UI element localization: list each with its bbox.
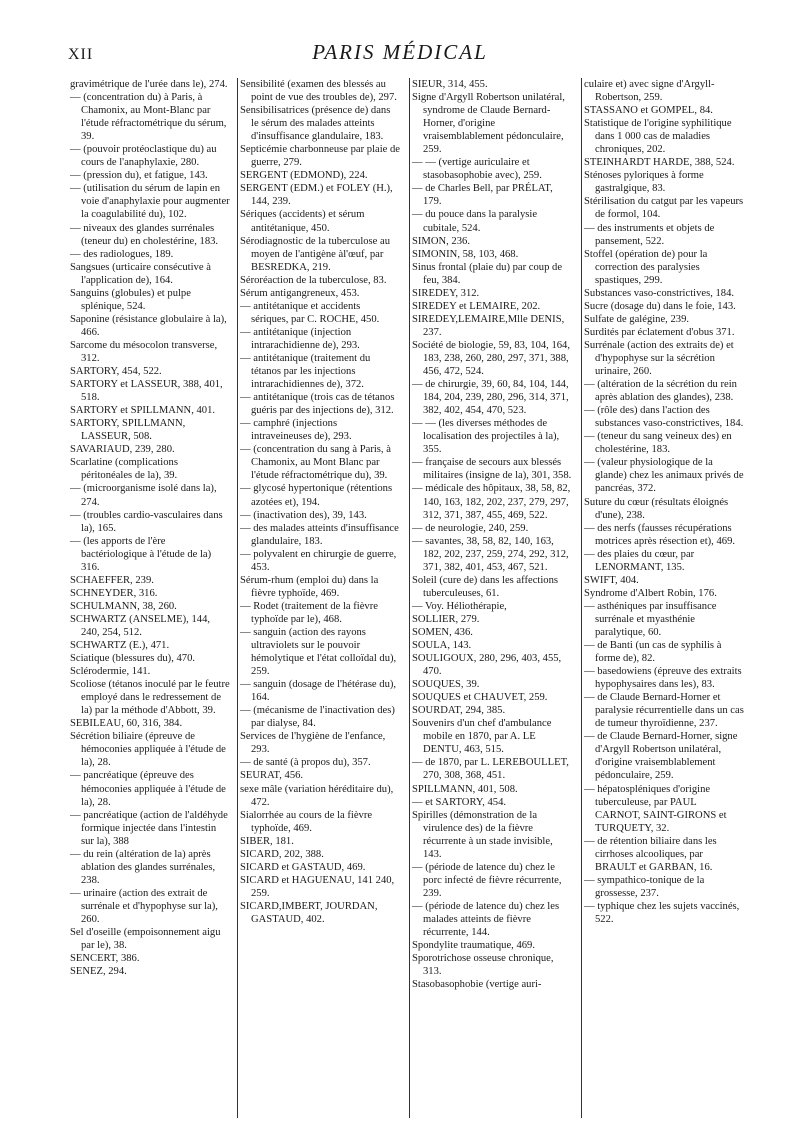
index-entry: Sériques (accidents) et sérum antitétanique, 450. <box>240 209 365 234</box>
index-entry: — camphré (injections intraveineuses de), 293. <box>240 418 352 443</box>
index-entry: Sialorrhée au cours de la fièvre typhoïde, 469. <box>240 809 373 834</box>
index-entry: SIMON, 236. <box>412 235 470 247</box>
index-entry: SOURDAT, 294, 385. <box>412 705 506 717</box>
index-entry: Sporotrichose osseuse chronique, 313. <box>412 953 554 978</box>
index-entry: — typhique chez les sujets vaccinés, 522. <box>584 900 740 925</box>
index-entry: SICARD, 202, 388. <box>240 848 324 860</box>
index-entry: — (concentration du) à Paris, à Chamonix, au Mont-Blanc par l'étude réfractométrique du sérum, 39. <box>70 92 227 143</box>
index-entry: — — (les diverses méthodes de localisation des projectiles à la), 355. <box>412 418 560 456</box>
index-entry: Scarlatine (complications péritonéales de la), 39. <box>70 457 178 482</box>
index-entry: — de Charles Bell, par PRÉLAT, 179. <box>412 183 553 208</box>
column-divider <box>237 78 238 1118</box>
index-entry: — sanguin (dosage de l'hétérase du), 164. <box>240 679 397 704</box>
index-entry: — (pression du), et fatigue, 143. <box>70 170 208 182</box>
index-entry: Syndrome d'Albert Robin, 176. <box>584 587 717 599</box>
index-entry: Stoffel (opération de) pour la correction des paralysies spastiques, 299. <box>584 248 708 286</box>
index-entry: — niveaux des glandes surrénales (teneur du) en cholestérine, 183. <box>70 222 219 247</box>
index-entry: SICARD et HAGUENAU, 141 240, 259. <box>240 874 395 899</box>
index-entry: SEURAT, 456. <box>240 770 304 782</box>
index-entry: — des instruments et objets de pansement, 522. <box>584 222 715 247</box>
index-entry: — antitétanique (injection intrarachidienne de), 293. <box>240 326 360 351</box>
index-entry: SENCERT, 386. <box>70 953 140 965</box>
index-entry: — glycosé hypertonique (rétentions azotées et), 194. <box>240 483 393 508</box>
index-entry: Sarcome du mésocolon transverse, 312. <box>70 339 218 364</box>
index-entry: — (période de latence du) chez les malades atteints de fièvre récurrente, 144. <box>412 900 560 939</box>
index-entry: STASSANO et GOMPEL, 84. <box>584 105 713 117</box>
index-entry: — médicale des hôpitaux, 38, 58, 82, 140, 163, 182, 202, 237, 279, 297, 312, 371, 387, 455, 469, 522. <box>412 483 571 521</box>
index-entry: — (teneur du sang veineux des) en cholestérine, 183. <box>584 431 732 456</box>
index-entry: — antitétanique (trois cas de tétanos guéris par des injections de), 312. <box>240 392 395 417</box>
index-entry: Sel d'oseille (empoisonnement aigu par le), 38. <box>70 927 221 952</box>
index-entry: — des plaies du cœur, par LENORMANT, 135. <box>584 548 695 573</box>
column-divider <box>409 78 410 1118</box>
index-entry: Spondylite traumatique, 469. <box>412 940 535 952</box>
index-entry: — hépatospléniques d'origine tuberculeuse, par PAUL CARNOT, SAINT-GIRONS et TURQUETY, 32. <box>584 783 727 834</box>
index-entry: Sclérodermie, 141. <box>70 666 151 678</box>
index-entry: Sanguins (globules) et pulpe splénique, 524. <box>70 287 191 312</box>
index-entry: — (utilisation du sérum de lapin en voie d'anaphylaxie pour augmenter la coagulabilité du), 102. <box>70 183 230 221</box>
index-entry: SICARD,IMBERT, JOURDAN, GASTAUD, 402. <box>240 900 378 925</box>
index-entry: Sérodiagnostic de la tuberculose au moyen de l'antigène àl'œuf, par BESREDKA, 219. <box>240 235 391 273</box>
index-entry: Services de l'hygiène de l'enfance, 293. <box>240 731 386 756</box>
index-entry: SCHAEFFER, 239. <box>70 574 154 586</box>
index-entry: SARTORY, 454, 522. <box>70 366 162 378</box>
index-entry: SOULIGOUX, 280, 296, 403, 455, 470. <box>412 653 562 678</box>
index-entry: Sérum antigangreneux, 453. <box>240 287 360 299</box>
index-entry: SPILLMANN, 401, 508. <box>412 783 518 795</box>
index-entry: SERGENT (EDM.) et FOLEY (H.), 144, 239. <box>240 183 393 208</box>
index-entry: Sulfate de galégine, 239. <box>584 313 690 325</box>
index-entry: SCHNEYDER, 316. <box>70 587 158 599</box>
index-column-3 <box>412 78 572 991</box>
index-entry: — de Claude Bernard-Horner et paralysie récurrentielle dans un cas de tumeur thyroïdienne, 237. <box>584 692 744 730</box>
index-entry: — basedowiens (épreuve des extraits hypophysaires dans les), 83. <box>584 666 742 691</box>
index-entry: Stasobasophobie (vertige auri- <box>412 979 542 991</box>
index-column-1 <box>70 78 230 978</box>
index-entry: gravimétrique de l'urée dans le), 274. <box>70 79 228 90</box>
index-entry: — de neurologie, 240, 259. <box>412 522 529 534</box>
index-entry: SEBILEAU, 60, 316, 384. <box>70 718 183 730</box>
index-entry: Substances vaso-constrictives, 184. <box>584 287 735 299</box>
index-entry: SARTORY, SPILLMANN, LASSEUR, 508. <box>70 418 186 443</box>
index-entry: — du pouce dans la paralysie cubitale, 524. <box>412 209 538 234</box>
index-entry: STEINHARDT HARDE, 388, 524. <box>584 157 735 169</box>
index-entry: — asthéniques par insuffisance surrénale et myasthénie paralytique, 60. <box>584 600 717 638</box>
index-entry: — de santé (à propos du), 357. <box>240 757 371 769</box>
index-column-4 <box>584 78 744 926</box>
index-entry: — polyvalent en chirurgie de guerre, 453. <box>240 548 397 573</box>
index-entry: Sténoses pyloriques à forme gastralgique, 83. <box>584 170 704 195</box>
index-column-2 <box>240 78 400 926</box>
index-entry: — de Claude Bernard-Horner, signe d'Argyll Robertson unilatéral, d'origine vraisemblablement pédonculaire, 259. <box>584 731 738 782</box>
running-title: PARIS MÉDICAL <box>312 40 488 64</box>
index-entry: SCHULMANN, 38, 260. <box>70 600 177 612</box>
index-entry: — pancréatique (action de l'aldéhyde formique injectée dans l'intestin sur la), 388 <box>70 809 228 847</box>
index-entry: — française de secours aux blessés militaires (insigne de la), 301, 358. <box>412 457 572 482</box>
index-entry: Spirilles (démonstration de la virulence des) de la fièvre récurrente à un stade invisible, 143. <box>412 809 553 860</box>
index-entry: Sangsues (urticaire consécutive à l'application de), 164. <box>70 261 211 286</box>
index-entry: — — (vertige auriculaire et stasobasophobie avec), 259. <box>412 157 542 182</box>
index-entry: — (altération de la sécrétion du rein après ablation des glandes), 238. <box>584 379 737 404</box>
index-entry: SIREDEY et LEMAIRE, 202. <box>412 300 541 312</box>
index-entry: SENEZ, 294. <box>70 966 127 978</box>
index-entry: SOLLIER, 279. <box>412 613 480 625</box>
index-entry: Société de biologie, 59, 83, 104, 164, 183, 238, 260, 280, 297, 371, 388, 456, 472, 524. <box>412 339 571 378</box>
page-number: XII <box>68 46 94 63</box>
index-entry: Sensibilisatrices (présence de) dans le sérum des malades atteints d'insuffisance glandulaire, 183. <box>240 105 391 143</box>
index-entry: sexe mâle (variation héréditaire du), 472. <box>240 783 394 808</box>
index-entry: — sanguin (action des rayons ultraviolets sur le pouvoir hémolytique et l'état colloïdal du), 259. <box>240 626 397 678</box>
index-entry: Saponine (résistance globulaire à la), 466. <box>70 313 227 338</box>
index-entry: SARTORY et LASSEUR, 388, 401, 518. <box>70 379 223 404</box>
index-entry: Sucre (dosage du) dans le foie, 143. <box>584 300 736 312</box>
index-entry: — de rétention biliaire dans les cirrhoses alcooliques, par BRAULT et GARBAN, 16. <box>584 835 717 873</box>
index-entry: SOMEN, 436. <box>412 626 473 638</box>
index-entry: SOUQUES et CHAUVET, 259. <box>412 692 548 704</box>
index-entry: SWIFT, 404. <box>584 574 639 586</box>
index-entry: SIREDEY,LEMAIRE,Mlle DENIS, 237. <box>412 313 565 338</box>
index-entry: — du rein (altération de la) après ablation des glandes surrénales, 238. <box>70 848 216 886</box>
index-entry: culaire et) avec signe d'Argyll-Robertson, 259. <box>584 79 715 104</box>
index-entry: SCHWARTZ (E.), 471. <box>70 640 170 652</box>
index-entry: — (valeur physiologique de la glande) chez les animaux privés de pancréas, 372. <box>584 457 744 495</box>
index-entry: Séroréaction de la tuberculose, 83. <box>240 274 387 286</box>
index-entry: Stérilisation du catgut par les vapeurs de formol, 104. <box>584 196 744 221</box>
index-entry: SAVARIAUD, 239, 280. <box>70 444 175 456</box>
index-entry: — Rodet (traitement de la fièvre typhoïde par le), 468. <box>240 600 378 625</box>
index-entry: Suture du cœur (résultats éloignés d'une), 238. <box>584 496 729 521</box>
index-entry: Surrénale (action des extraits de) et d'hypophyse sur la sécrétion urinaire, 260. <box>584 339 734 378</box>
index-entry: SCHWARTZ (ANSELME), 144, 240, 254, 512. <box>70 613 211 638</box>
index-entry: SIMONIN, 58, 103, 468. <box>412 248 519 260</box>
index-entry: Sensibilité (examen des blessés au point de vue des troubles de), 297. <box>240 79 397 104</box>
index-entry: SERGENT (EDMOND), 224. <box>240 170 368 182</box>
index-entry: Signe d'Argyll Robertson unilatéral, syndrome de Claude Bernard-Horner, d'origine vraisemblablement pédonculaire, 259. <box>412 92 565 156</box>
index-entry: — (microorganisme isolé dans la), 274. <box>70 483 217 508</box>
page-header <box>60 38 740 68</box>
index-entry: — pancréatique (épreuve des hémoconies appliquée à l'étude de la), 28. <box>70 770 226 808</box>
index-entry: — savantes, 38, 58, 82, 140, 163, 182, 202, 237, 259, 274, 292, 312, 371, 382, 401, 453, 467, 521. <box>412 535 569 573</box>
index-entry: — de Banti (un cas de syphilis à forme de), 82. <box>584 640 722 665</box>
index-entry: Sciatique (blessures du), 470. <box>70 653 196 665</box>
index-entry: — (les apports de l'ère bactériologique à l'étude de la) 316. <box>70 535 212 573</box>
index-entry: — (mécanisme de l'inactivation des) par dialyse, 84. <box>240 705 395 730</box>
index-entry: SARTORY et SPILLMANN, 401. <box>70 405 216 417</box>
index-entry: — antitétanique (traitement du tétanos par les injections intrarachidiennes de), 372. <box>240 352 371 391</box>
index-entry: Statistique de l'origine syphilitique dans 1 000 cas de maladies chroniques, 202. <box>584 118 732 156</box>
index-entry: — sympathico-tonique de la grossesse, 237. <box>584 874 705 899</box>
index-entry: — de 1870, par L. LEREBOULLET, 270, 308, 368, 451. <box>412 757 569 782</box>
index-entry: — des radiologues, 189. <box>70 248 174 260</box>
index-entry: SIBER, 181. <box>240 835 294 847</box>
index-entry: Souvenirs d'un chef d'ambulance mobile en 1870, par A. LE DENTU, 463, 515. <box>412 718 552 756</box>
index-entry: — (période de latence du) chez le porc infecté de fièvre récurrente, 239. <box>412 861 562 899</box>
index-entry: — des malades atteints d'insuffisance glandulaire, 183. <box>240 522 399 547</box>
index-entry: — (inactivation des), 39, 143. <box>240 509 367 521</box>
index-entry: — (pouvoir protéoclastique du) au cours de l'anaphylaxie, 280. <box>70 144 217 169</box>
index-entry: — de chirurgie, 39, 60, 84, 104, 144, 184, 204, 239, 280, 296, 314, 371, 382, 402, 454, 470, 523. <box>412 379 569 417</box>
index-entry: — (concentration du sang à Paris, à Chamonix, au Mont Blanc par l'étude réfractométrique du), 39. <box>240 444 391 482</box>
index-entry: — antitétanique et accidents sériques, par C. ROCHE, 450. <box>240 300 380 325</box>
index-entry: SIREDEY, 312. <box>412 287 480 299</box>
index-entry: — urinaire (action des extrait de surrénale et d'hypophyse sur la), 260. <box>70 887 218 925</box>
index-entry: — (rôle des) dans l'action des substances vaso-constrictives, 184. <box>584 405 744 430</box>
index-entry: Sécrétion biliaire (épreuve de hémoconies appliquée à l'étude de la), 28. <box>70 731 226 769</box>
index-entry: — Voy. Héliothérapie, <box>412 600 507 612</box>
column-divider <box>581 78 582 1118</box>
index-entry: Surdités par éclatement d'obus 371. <box>584 326 735 338</box>
index-entry: SIEUR, 314, 455. <box>412 79 488 90</box>
index-entry: — (troubles cardio-vasculaires dans la), 165. <box>70 509 223 534</box>
index-entry: SOUQUES, 39. <box>412 679 480 691</box>
index-entry: — et SARTORY, 454. <box>412 796 507 808</box>
index-entry: Sinus frontal (plaie du) par coup de feu, 384. <box>412 261 563 286</box>
index-entry: SOULA, 143. <box>412 640 472 652</box>
index-entry: Scoliose (tétanos inoculé par le feutre employé dans le redressement de la) par la méthode d'Abbott, 39. <box>70 679 230 717</box>
index-entry: Sérum-rhum (emploi du) dans la fièvre typhoïde, 469. <box>240 574 379 599</box>
index-entry: — des nerfs (fausses récupérations motrices après résection et), 469. <box>584 522 736 547</box>
index-columns <box>62 78 750 1118</box>
index-entry: Soleil (cure de) dans les affections tuberculeuses, 61. <box>412 574 559 599</box>
index-entry: Septicémie charbonneuse par plaie de guerre, 279. <box>240 144 401 169</box>
index-entry: SICARD et GASTAUD, 469. <box>240 861 366 873</box>
